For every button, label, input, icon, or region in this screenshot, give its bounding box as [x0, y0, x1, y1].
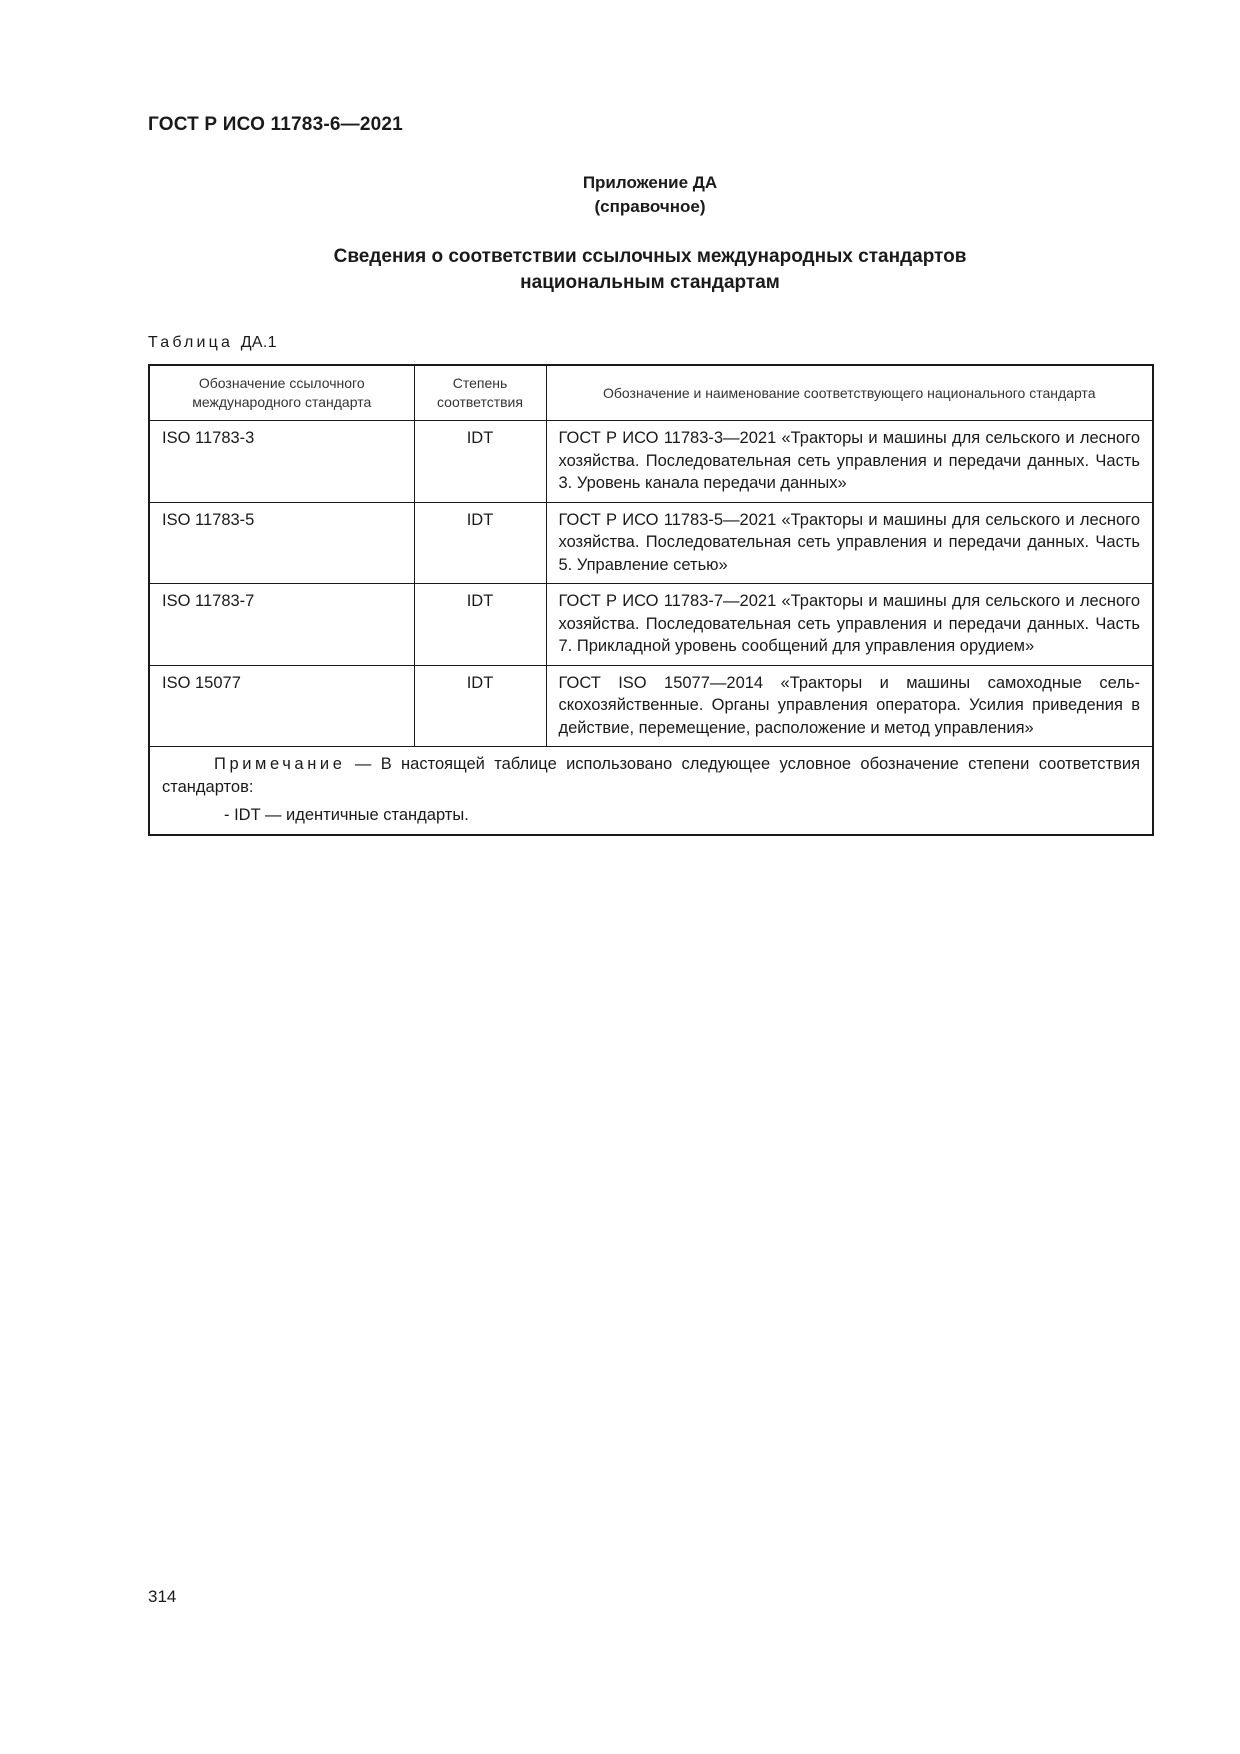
- cell-international-code: ISO 15077: [149, 665, 414, 747]
- cell-national-standard: ГОСТ Р ИСО 11783-5—2021 «Тракторы и машины для сельского и лесного хозяйства. Последовательная сеть управления и передачи данных. Часть 5. Управление сетью»: [546, 502, 1153, 584]
- section-heading-line1: Сведения о соответствии ссылочных международных стандартов: [333, 246, 967, 267]
- table-header-row: [149, 365, 1153, 421]
- section-heading: [148, 244, 1152, 296]
- page-number: 314: [148, 1587, 177, 1606]
- table-label-word: Таблица: [148, 334, 234, 351]
- table-label: [148, 334, 277, 352]
- table-row: [149, 584, 1153, 666]
- correspondence-table: [148, 364, 1154, 836]
- note-body: — В настоящей таблице использовано следующее условное обозначение степени соответствия стандартов:: [162, 755, 1140, 796]
- table-label-number: ДА.1: [240, 334, 277, 351]
- cell-national-standard: ГОСТ Р ИСО 11783-7—2021 «Тракторы и машины для сельского и лесного хозяйства. Последовательная сеть управления и передачи данных. Часть 7. Прикладной уровень сообщений для управления орудием»: [546, 584, 1153, 666]
- appendix-title: Приложение ДА: [582, 173, 718, 192]
- cell-degree: IDT: [414, 421, 546, 503]
- section-heading-line2: национальным стандартам: [520, 272, 780, 293]
- note-label: Примечание: [214, 755, 346, 773]
- note-text: [162, 753, 1140, 798]
- cell-degree: IDT: [414, 665, 546, 747]
- cell-national-standard: ГОСТ ISO 15077—2014 «Тракторы и машины самоходные сельскохозяйственные. Органы управления оператора. Усилия приведения в действие, перемещение, расположение и метод управления»: [546, 665, 1153, 747]
- cell-degree: IDT: [414, 502, 546, 584]
- table-row: [149, 665, 1153, 747]
- cell-international-code: ISO 11783-5: [149, 502, 414, 584]
- note-list-item: - IDT — идентичные стандарты.: [224, 806, 469, 824]
- appendix-kind: (справочное): [594, 197, 706, 216]
- document-code: ГОСТ Р ИСО 11783-6—2021: [148, 114, 403, 135]
- table-row: [149, 421, 1153, 503]
- column-header-degree: Степень соответствия: [414, 365, 546, 421]
- table-note: [149, 747, 1153, 835]
- cell-international-code: ISO 11783-7: [149, 584, 414, 666]
- cell-degree: IDT: [414, 584, 546, 666]
- table-note-row: [149, 747, 1153, 835]
- column-header-international-standard: Обозначение ссылочного международного стандарта: [149, 365, 414, 421]
- cell-international-code: ISO 11783-3: [149, 421, 414, 503]
- table-row: [149, 502, 1153, 584]
- cell-national-standard: ГОСТ Р ИСО 11783-3—2021 «Тракторы и машины для сельского и лесного хозяйства. Последовательная сеть управления и передачи данных. Часть 3. Уровень канала передачи данных»: [546, 421, 1153, 503]
- column-header-national-standard: Обозначение и наименование соответствующего национального стандарта: [546, 365, 1153, 421]
